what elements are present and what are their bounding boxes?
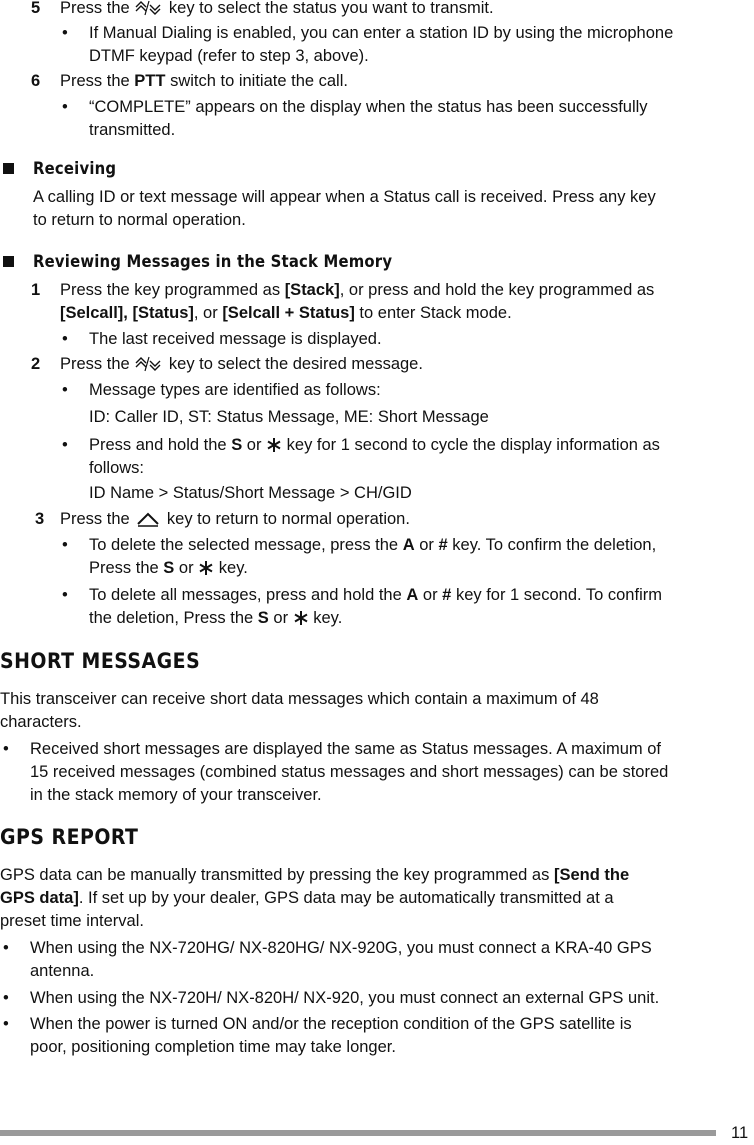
step-text: Press the key to select the desired message. bbox=[60, 355, 423, 373]
bullet-text: the deletion, Press the S or key. bbox=[89, 609, 343, 627]
step-number: 6 bbox=[31, 72, 41, 90]
bullet-icon: • bbox=[3, 740, 9, 758]
bullet-text: “COMPLETE” appears on the display when the status has been successfully bbox=[89, 98, 648, 116]
paragraph-line: preset time interval. bbox=[0, 912, 144, 930]
step-number: 3 bbox=[35, 510, 45, 528]
paragraph-line: GPS data can be manually transmitted by pressing the key programmed as [Send the bbox=[0, 866, 630, 884]
asterisk-key-icon bbox=[293, 610, 309, 626]
step-number: 1 bbox=[31, 281, 41, 299]
section-heading: Receiving bbox=[33, 159, 117, 178]
section-heading: GPS REPORT bbox=[0, 825, 139, 849]
step-text: [Selcall], [Status], or [Selcall + Status] to enter Stack mode. bbox=[60, 304, 512, 322]
bullet-text: ID: Caller ID, ST: Status Message, ME: Short Message bbox=[89, 408, 489, 426]
bullet-text: poor, positioning completion time may take longer. bbox=[30, 1038, 396, 1056]
up-arrow-key-icon bbox=[134, 511, 162, 527]
bullet-icon: • bbox=[62, 381, 68, 399]
asterisk-key-icon bbox=[266, 437, 282, 453]
bullet-text: When using the NX-720H/ NX-820H/ NX-920, you must connect an external GPS unit. bbox=[30, 989, 660, 1007]
bullet-text: Press and hold the S or key for 1 second to cycle the display information as bbox=[89, 436, 660, 454]
bullet-text: transmitted. bbox=[89, 121, 176, 139]
bullet-text: antenna. bbox=[30, 962, 95, 980]
bullet-text: The last received message is displayed. bbox=[89, 330, 382, 348]
bullet-text: ID Name > Status/Short Message > CH/GID bbox=[89, 484, 412, 502]
square-bullet-icon bbox=[3, 256, 14, 267]
bullet-text: follows: bbox=[89, 459, 145, 477]
bullet-text: To delete all messages, press and hold the A or # key for 1 second. To confirm bbox=[89, 586, 662, 604]
footer-rule bbox=[0, 1130, 716, 1136]
bullet-text: Press the S or key. bbox=[89, 559, 248, 577]
bullet-text: 15 received messages (combined status messages and short messages) can be stored bbox=[30, 763, 669, 781]
page-number: 11 bbox=[731, 1124, 749, 1142]
bullet-icon: • bbox=[62, 436, 68, 454]
bullet-text: Received short messages are displayed the same as Status messages. A maximum of bbox=[30, 740, 661, 758]
bullet-text: If Manual Dialing is enabled, you can enter a station ID by using the microphone bbox=[89, 24, 674, 42]
step-number: 5 bbox=[31, 0, 41, 17]
step-text: Press the key to return to normal operation. bbox=[60, 510, 410, 528]
bullet-icon: • bbox=[62, 330, 68, 348]
paragraph-line: characters. bbox=[0, 713, 82, 731]
step-text: Press the key to select the status you want to transmit. bbox=[60, 0, 494, 17]
section-heading: SHORT MESSAGES bbox=[0, 649, 201, 673]
paragraph-line: to return to normal operation. bbox=[33, 211, 246, 229]
paragraph-line: A calling ID or text message will appear when a Status call is received. Press any key bbox=[33, 188, 656, 206]
bullet-icon: • bbox=[62, 536, 68, 554]
step-text: Press the key programmed as [Stack], or press and hold the key programmed as bbox=[60, 281, 655, 299]
bullet-icon: • bbox=[62, 98, 68, 116]
bullet-text: When the power is turned ON and/or the reception condition of the GPS satellite is bbox=[30, 1015, 632, 1033]
step-text: Press the PTT switch to initiate the call. bbox=[60, 72, 348, 90]
square-bullet-icon bbox=[3, 163, 14, 174]
paragraph-line: This transceiver can receive short data messages which contain a maximum of 48 bbox=[0, 690, 599, 708]
asterisk-key-icon bbox=[198, 560, 214, 576]
section-heading: Reviewing Messages in the Stack Memory bbox=[33, 252, 393, 271]
bullet-icon: • bbox=[3, 939, 9, 957]
bullet-text: in the stack memory of your transceiver. bbox=[30, 786, 322, 804]
bullet-icon: • bbox=[62, 24, 68, 42]
bullet-text: To delete the selected message, press the A or # key. To confirm the deletion, bbox=[89, 536, 657, 554]
bullet-text: Message types are identified as follows: bbox=[89, 381, 381, 399]
bullet-text: DTMF keypad (refer to step 3, above). bbox=[89, 47, 369, 65]
bullet-icon: • bbox=[3, 1015, 9, 1033]
up-down-arrow-key-icon bbox=[134, 0, 164, 16]
paragraph-line: GPS data]. If set up by your dealer, GPS data may be automatically transmitted at a bbox=[0, 889, 614, 907]
up-down-arrow-key-icon bbox=[134, 356, 164, 372]
bullet-text: When using the NX-720HG/ NX-820HG/ NX-920G, you must connect a KRA-40 GPS bbox=[30, 939, 652, 957]
bullet-icon: • bbox=[62, 586, 68, 604]
step-number: 2 bbox=[31, 355, 41, 373]
bullet-icon: • bbox=[3, 989, 9, 1007]
